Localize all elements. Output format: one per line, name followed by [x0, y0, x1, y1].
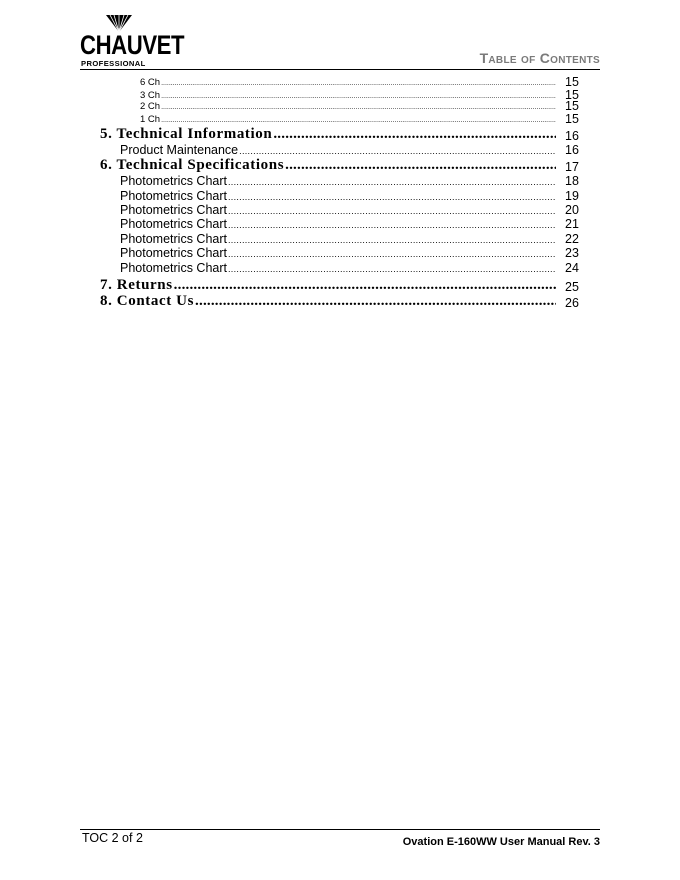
footer-divider — [80, 829, 600, 830]
toc-entry-leader — [174, 277, 556, 294]
toc-entry-label: 7. Returns — [100, 277, 173, 293]
toc-entry-leader — [239, 146, 556, 156]
toc-entry-page: 15 — [565, 75, 579, 89]
toc-entry-leader — [228, 235, 556, 245]
toc-entry-label: 8. Contact Us — [100, 293, 195, 309]
logo-wordmark: CHAUVET — [80, 30, 185, 60]
toc-entry[interactable] — [120, 261, 558, 276]
toc-entry-label: Photometrics Chart — [120, 246, 227, 260]
toc-entry-leader — [161, 117, 556, 124]
chauvet-logo — [80, 15, 185, 69]
toc-entry-page: 23 — [565, 246, 579, 260]
toc-entry[interactable] — [140, 114, 558, 126]
toc-entry-page: 15 — [565, 99, 579, 113]
toc-entry-label: 3 Ch — [140, 90, 161, 101]
toc-entry-page: 19 — [565, 189, 579, 203]
toc-entry[interactable] — [100, 126, 558, 144]
toc-entry-page: 24 — [565, 261, 579, 275]
toc-entry[interactable] — [100, 157, 558, 175]
toc-entry-page: 16 — [565, 129, 579, 143]
toc-entry-leader — [161, 80, 556, 87]
toc-entry-label: 2 Ch — [140, 101, 161, 112]
toc-entry-page: 21 — [565, 217, 579, 231]
toc-entry-label: Photometrics Chart — [120, 203, 227, 217]
toc-entry-page: 15 — [565, 88, 579, 102]
toc-entry-page: 25 — [565, 280, 579, 294]
toc-entry-leader — [161, 93, 556, 100]
toc-entry-leader — [195, 293, 556, 310]
toc-entry-page: 18 — [565, 174, 579, 188]
toc-entry-leader — [273, 126, 556, 143]
toc-entry-label: 5. Technical Information — [100, 126, 273, 142]
toc-entry[interactable] — [120, 189, 558, 204]
toc-entry-label: Photometrics Chart — [120, 232, 227, 246]
toc-entry-label: Photometrics Chart — [120, 261, 227, 275]
toc-entry[interactable] — [120, 143, 558, 158]
toc-entry[interactable] — [140, 77, 558, 89]
logo-subtext: PROFESSIONAL — [81, 59, 146, 68]
toc-entry[interactable] — [120, 174, 558, 189]
toc-entry-label: Photometrics Chart — [120, 217, 227, 231]
toc-entry-label: Photometrics Chart — [120, 189, 227, 203]
toc-entry[interactable] — [120, 217, 558, 232]
toc-entry[interactable] — [120, 232, 558, 247]
toc-entry-page: 26 — [565, 296, 579, 310]
toc-entry-leader — [161, 104, 556, 111]
toc-entry[interactable] — [140, 101, 558, 113]
toc-entry-leader — [228, 206, 556, 216]
toc-entry-label: 6 Ch — [140, 77, 161, 88]
page-title: Table of Contents — [479, 50, 600, 66]
toc-entry-page: 20 — [565, 203, 579, 217]
toc-entry-leader — [228, 249, 556, 259]
toc-entry-page: 16 — [565, 143, 579, 157]
toc-entry-page: 17 — [565, 160, 579, 174]
toc-entry[interactable] — [120, 246, 558, 261]
toc-entry-leader — [228, 264, 556, 274]
toc-entry-leader — [285, 157, 556, 174]
footer-page-label: TOC 2 of 2 — [82, 831, 143, 845]
toc-entry-page: 15 — [565, 112, 579, 126]
toc-entry-leader — [228, 177, 556, 187]
toc-entry-page: 22 — [565, 232, 579, 246]
toc-entry[interactable] — [120, 203, 558, 218]
toc-entry-label: Photometrics Chart — [120, 174, 227, 188]
toc-entry[interactable] — [100, 293, 558, 311]
toc-entry-leader — [228, 220, 556, 230]
toc-entry-label: Product Maintenance — [120, 143, 239, 157]
toc-entry-leader — [228, 192, 556, 202]
toc-entry-label: 1 Ch — [140, 114, 161, 125]
toc-entry-label: 6. Technical Specifications — [100, 157, 285, 173]
header-divider — [80, 69, 600, 70]
footer-manual-title: Ovation E-160WW User Manual Rev. 3 — [402, 836, 600, 848]
